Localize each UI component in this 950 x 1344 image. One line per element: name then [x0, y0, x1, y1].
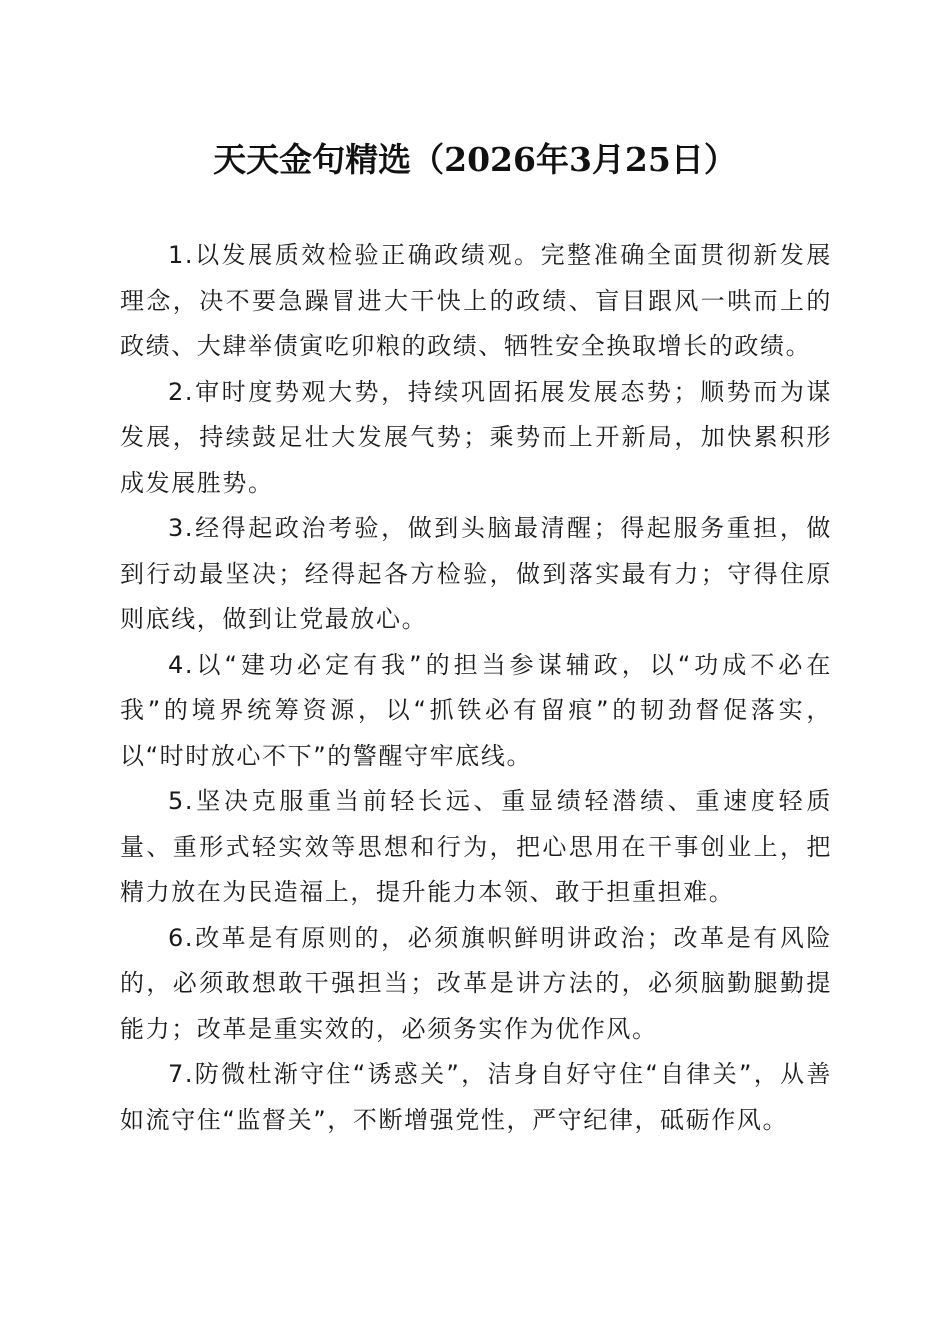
paragraph-1: 1.以发展质效检验正确政绩观。完整准确全面贯彻新发展理念，决不要急躁冒进大干快上的政绩、盲目跟风一哄而上的政绩、大肆举债寅吃卯粮的政绩、牺牲安全换取增长的政绩。 — [120, 241, 832, 360]
paragraph-2: 2.审时度势观大势，持续巩固拓展发展态势；顺势而为谋发展，持续鼓足壮大发展气势；乘势而上开新局，加快累积形成发展胜势。 — [120, 377, 832, 497]
paragraph-3: 3.经得起政治考验，做到头脑最清醒；得起服务重担，做到行动最坚决；经得起各方检验，做到落实最有力；守得住原则底线，做到让党最放心。 — [120, 514, 832, 633]
page-title: 天天金句精选（2026年3月25日） — [213, 140, 737, 179]
paragraph-5: 5.坚决克服重当前轻长远、重显绩轻潜绩、重速度轻质量、重形式轻实效等思想和行为，把心思用在干事创业上，把精力放在为民造福上，提升能力本领、敢于担重担难。 — [120, 787, 832, 906]
paragraph-4: 4.以“建功必定有我”的担当参谋辅政，以“功成不必在我”的境界统筹资源，以“抓铁必有留痕”的韧劲督促落实，以“时时放心不下”的警醒守牢底线。 — [120, 650, 832, 770]
paragraph-7: 7.防微杜渐守住“诱惑关”，洁身自好守住“自律关”，从善如流守住“监督关”，不断增强党性，严守纪律，砥砺作风。 — [120, 1060, 832, 1134]
document-body — [120, 233, 832, 1143]
paragraph-6: 6.改革是有原则的，必须旗帜鲜明讲政治；改革是有风险的，必须敢想敢干强担当；改革是讲方法的，必须脑勤腿勤提能力；改革是重实效的，必须务实作为优作风。 — [120, 923, 832, 1043]
